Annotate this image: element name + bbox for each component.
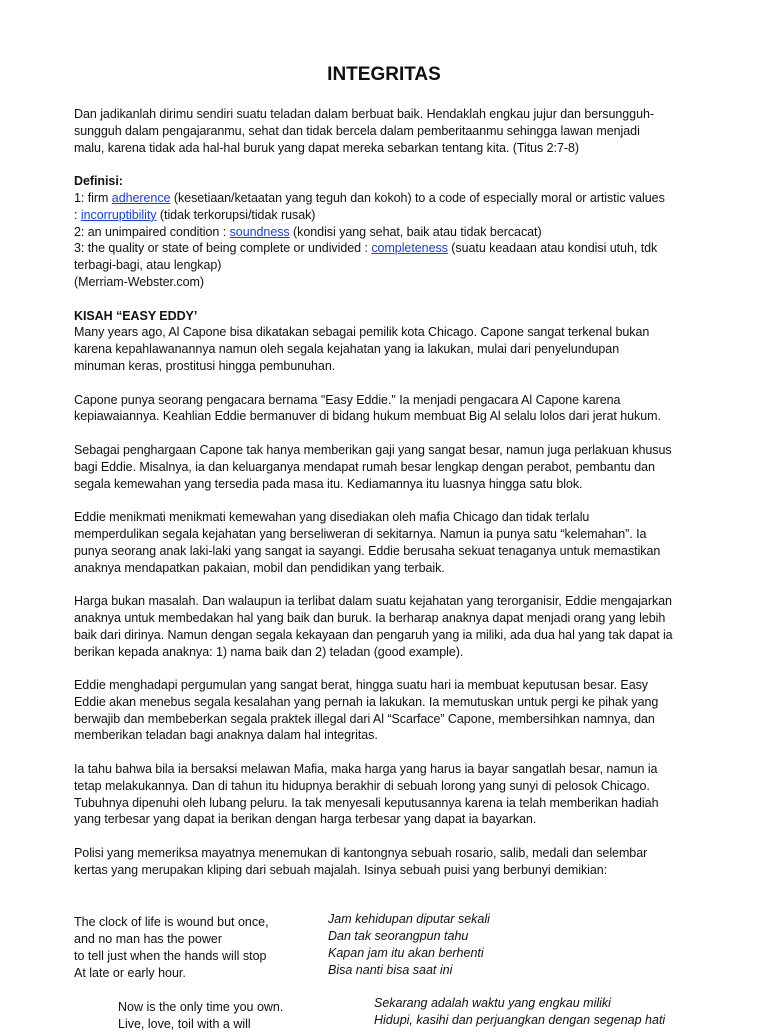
definisi-heading: Definisi: bbox=[74, 174, 123, 189]
definition-2 bbox=[74, 224, 674, 241]
paragraph-line: memberikan teladan bagi anaknya dalam hal integritas. bbox=[74, 728, 378, 743]
paragraph-line: Tubuhnya dipenuhi oleh lubang peluru. Ia tak menyesali keputusannya karena ia telah memberikan hadiah bbox=[74, 795, 659, 810]
definition-source: (Merriam-Webster.com) bbox=[74, 274, 204, 289]
paragraph-line: yang terbesar yang dapat ia berikan dengan harga terbesar yang dapat ia bayarkan. bbox=[74, 812, 537, 827]
definition-3-continued: terbagi-bagi, atau lengkap) bbox=[74, 258, 222, 273]
definition-text: (kondisi yang sehat, baik atau tidak bercacat) bbox=[289, 224, 542, 239]
poem-line: At late or early hour. bbox=[74, 966, 186, 980]
paragraph-line: Eddie menghadapi pergumulan yang sangat berat, hingga suatu hari ia membuat keputusan besar. Easy bbox=[74, 678, 649, 693]
poem-line: Dan tak seorangpun tahu bbox=[328, 929, 469, 943]
incorruptibility-link[interactable]: incorruptibility bbox=[80, 207, 157, 222]
completeness-link[interactable]: completeness bbox=[371, 241, 448, 256]
definition-1b bbox=[74, 207, 674, 224]
paragraph bbox=[74, 677, 674, 744]
definition-text: 3: the quality or state of being complete or undivided : bbox=[74, 241, 372, 256]
definition-text: 2: an unimpaired condition : bbox=[74, 224, 230, 239]
intro-line: sungguh dalam pengajaranmu, sehat dan tidak bercela dalam pemberitaanmu sehingga lawan menjadi bbox=[74, 123, 640, 138]
paragraph-line: anaknya mendapatkan pakaian, mobil dan pendidikan yang terbaik. bbox=[74, 560, 445, 575]
paragraph-line: punya seorang anak laki-laki yang sangat ia sayangi. Eddie berusaha sekuat tenaganya untuk memastikan bbox=[74, 543, 661, 558]
definition-text: (suatu keadaan atau kondisi utuh, tdk bbox=[447, 241, 658, 256]
paragraph-line: Sebagai penghargaan Capone tak hanya memberikan gaji yang sangat besar, namun juga perlakuan khusus bbox=[74, 442, 672, 457]
definition-3 bbox=[74, 240, 674, 257]
paragraph-line: Capone punya seorang pengacara bernama "Easy Eddie." Ia menjadi pengacara Al Capone karena bbox=[74, 392, 621, 407]
paragraph-line: karena kepahlawanannya namun oleh segala kejahatan yang ia lakukan, mulai dari penyelundupan bbox=[74, 342, 620, 357]
poem-line: and no man has the power bbox=[74, 932, 223, 946]
poem-line: Kapan jam itu akan berhenti bbox=[328, 946, 484, 960]
poem-line: Now is the only time you own. bbox=[118, 1000, 284, 1014]
paragraph-line: minuman keras, prostitusi hingga pembunuhan. bbox=[74, 358, 336, 373]
paragraph bbox=[74, 845, 674, 879]
adherence-link[interactable]: adherence bbox=[111, 190, 171, 205]
paragraph-line: tetap melakukannya. Dan di tahun itu hidupnya berakhir di sebuah lorong yang sunyi di pelosok Chicago. bbox=[74, 778, 650, 793]
poem-line: Hidupi, kasihi dan perjuangkan dengan segenap hati bbox=[374, 1013, 666, 1027]
paragraph-line: anaknya untuk membedakan hal yang baik dan buruk. Ia berharap anaknya dapat menjadi orang yang lebih bbox=[74, 610, 666, 625]
definition-1a bbox=[74, 190, 674, 207]
paragraph-line: Harga bukan masalah. Dan walaupun ia terlibat dalam suatu kejahatan yang terorganisir, Eddie mengajarkan bbox=[74, 594, 672, 609]
poem-english-stanza-2 bbox=[118, 999, 378, 1033]
poem-line: Bisa nanti bisa saat ini bbox=[328, 963, 453, 977]
poem-indonesian-stanza-1 bbox=[328, 911, 588, 979]
definition-text: (kesetiaan/ketaatan yang teguh dan kokoh) to a code of especially moral or artistic values bbox=[170, 190, 665, 205]
paragraph-line: Ia tahu bahwa bila ia bersaksi melawan Mafia, maka harga yang harus ia bayar sangatlah besar, namun ia bbox=[74, 762, 658, 777]
poem-english-stanza-1 bbox=[74, 914, 334, 982]
document-body bbox=[74, 106, 674, 879]
paragraph bbox=[74, 442, 674, 492]
definition-text: (tidak terkorupsi/tidak rusak) bbox=[156, 207, 316, 222]
poem-line: to tell just when the hands will stop bbox=[74, 949, 267, 963]
paragraph bbox=[74, 761, 674, 828]
paragraph-line: segala kemewahan yang tersedia pada masa itu. Kediamannya itu luasnya hingga satu blok. bbox=[74, 476, 583, 491]
paragraph-line: Many years ago, Al Capone bisa dikatakan sebagai pemilik kota Chicago. Capone sangat terkenal bukan bbox=[74, 325, 650, 340]
poem-line: Jam kehidupan diputar sekali bbox=[328, 912, 490, 926]
poem-line: Live, love, toil with a will bbox=[118, 1017, 251, 1031]
paragraph bbox=[74, 392, 674, 426]
paragraph-line: Polisi yang memeriksa mayatnya menemukan di kantongnya sebuah rosario, salib, medali dan selembar bbox=[74, 846, 648, 861]
paragraph-line: Eddie menikmati menikmati kemewahan yang disediakan oleh mafia Chicago dan tidak terlalu bbox=[74, 510, 590, 525]
paragraph-line: bagi Eddie. Misalnya, ia dan keluarganya mendapat rumah besar lengkap dengan perabot, pembantu dan bbox=[74, 459, 655, 474]
paragraph-line: kertas yang merupakan kliping dari sebuah majalah. Isinya sebuah puisi yang berbunyi demikian: bbox=[74, 862, 608, 877]
paragraph bbox=[74, 593, 674, 660]
paragraph-line: berwajib dan membeberkan segala praktek illegal dari Al “Scarface” Capone, membersihkan namnya, dan bbox=[74, 711, 655, 726]
paragraph-line: memperdulikan segala kejahatan yang berseliweran di sekitarnya. Namun ia punya satu “kelemahan”. Ia bbox=[74, 526, 647, 541]
paragraph-line: kepiawaiannya. Keahlian Eddie bermanuver di bidang hukum membuat Big Al selalu lolos dari jerat hukum. bbox=[74, 409, 661, 424]
definition-text: : bbox=[74, 207, 81, 222]
paragraph-line: Eddie akan menebus segala kesalahan yang pernah ia lakukan. Ia memutuskan untuk pergi ke pihak yang bbox=[74, 694, 659, 709]
soundness-link[interactable]: soundness bbox=[229, 224, 290, 239]
intro-line: Dan jadikanlah dirimu sendiri suatu teladan dalam berbuat baik. Hendaklah engkau jujur dan bersungguh- bbox=[74, 107, 655, 121]
intro-line: malu, karena tidak ada hal-hal buruk yang dapat mereka sebarkan tentang kita. (Titus 2:7-8) bbox=[74, 140, 579, 155]
poem-line: The clock of life is wound but once, bbox=[74, 915, 269, 929]
paragraph-line: berikan kepada anaknya: 1) nama baik dan 2) teladan (good example). bbox=[74, 644, 464, 659]
definition-text: 1: firm bbox=[74, 190, 112, 205]
poem-line: Sekarang adalah waktu yang engkau miliki bbox=[374, 996, 611, 1010]
paragraph-line: baik dari dirinya. Namun dengan segala kekayaan dan pengaruh yang ia miliki, ada dua hal yang tak dapat ia bbox=[74, 627, 673, 642]
paragraph bbox=[74, 509, 674, 576]
document-title: INTEGRITAS bbox=[327, 64, 441, 85]
paragraph bbox=[74, 324, 674, 374]
kisah-heading: KISAH “EASY EDDY’ bbox=[74, 308, 198, 323]
